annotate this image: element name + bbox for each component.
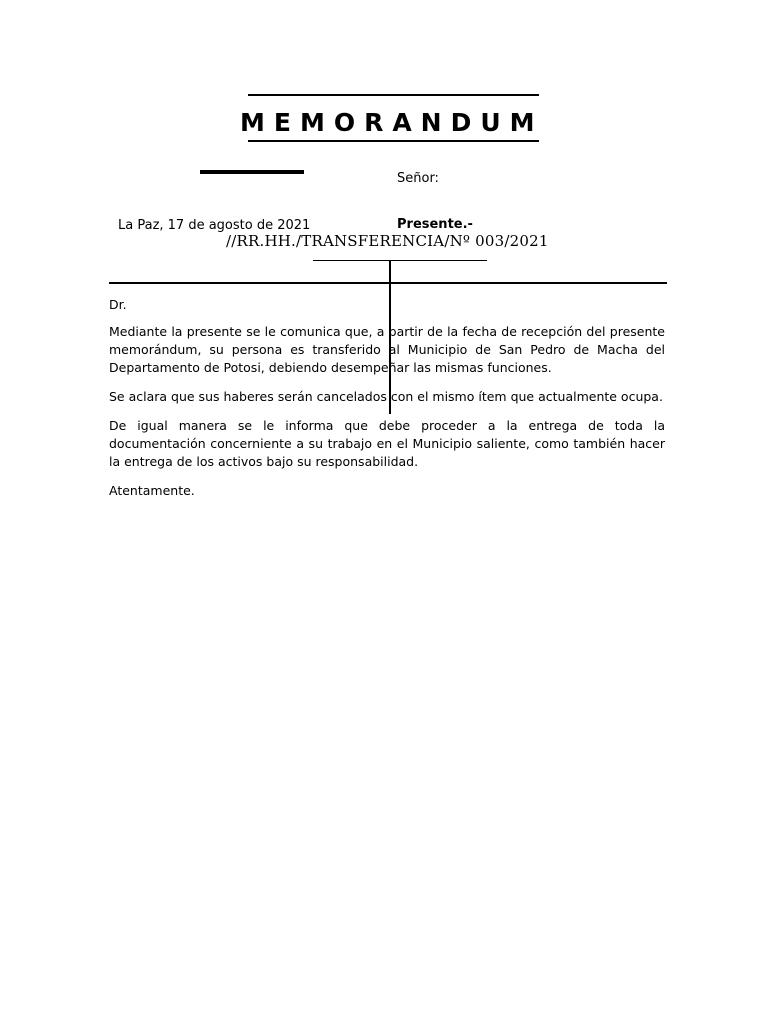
recipient-label: Señor: <box>397 171 439 186</box>
reference-code: //RR.HH./TRANSFERENCIA/Nº 003/2021 <box>226 232 549 250</box>
memo-body <box>109 296 665 511</box>
memo-title: MEMORANDUM <box>240 108 544 137</box>
body-paragraph-3: De igual manera se le informa que debe proceder a la entrega de toda la documentación concerniente a su trabajo en el Municipio saliente, como también hacer la entrega de los activos bajo su responsabilidad. <box>109 418 665 469</box>
title-top-rule <box>248 94 539 96</box>
salutation: Dr. <box>109 297 127 312</box>
closing: Atentamente. <box>109 483 195 498</box>
body-paragraph-1: Mediante la presente se le comunica que, a partir de la fecha de recepción del presente memorándum, su persona es transferido al Municipio de San Pedro de Macha del Departamento de Potosi, debiendo desempeñar las mismas funciones. <box>109 324 665 375</box>
place-date: La Paz, 17 de agosto de 2021 <box>118 218 311 233</box>
header-separator <box>109 282 667 284</box>
presente-label: Presente.- <box>397 217 473 232</box>
reference-underline <box>313 260 487 261</box>
thick-left-rule <box>200 170 304 174</box>
title-bottom-rule <box>248 140 539 142</box>
body-paragraph-2: Se aclara que sus haberes serán cancelados con el mismo ítem que actualmente ocupa. <box>109 389 663 404</box>
